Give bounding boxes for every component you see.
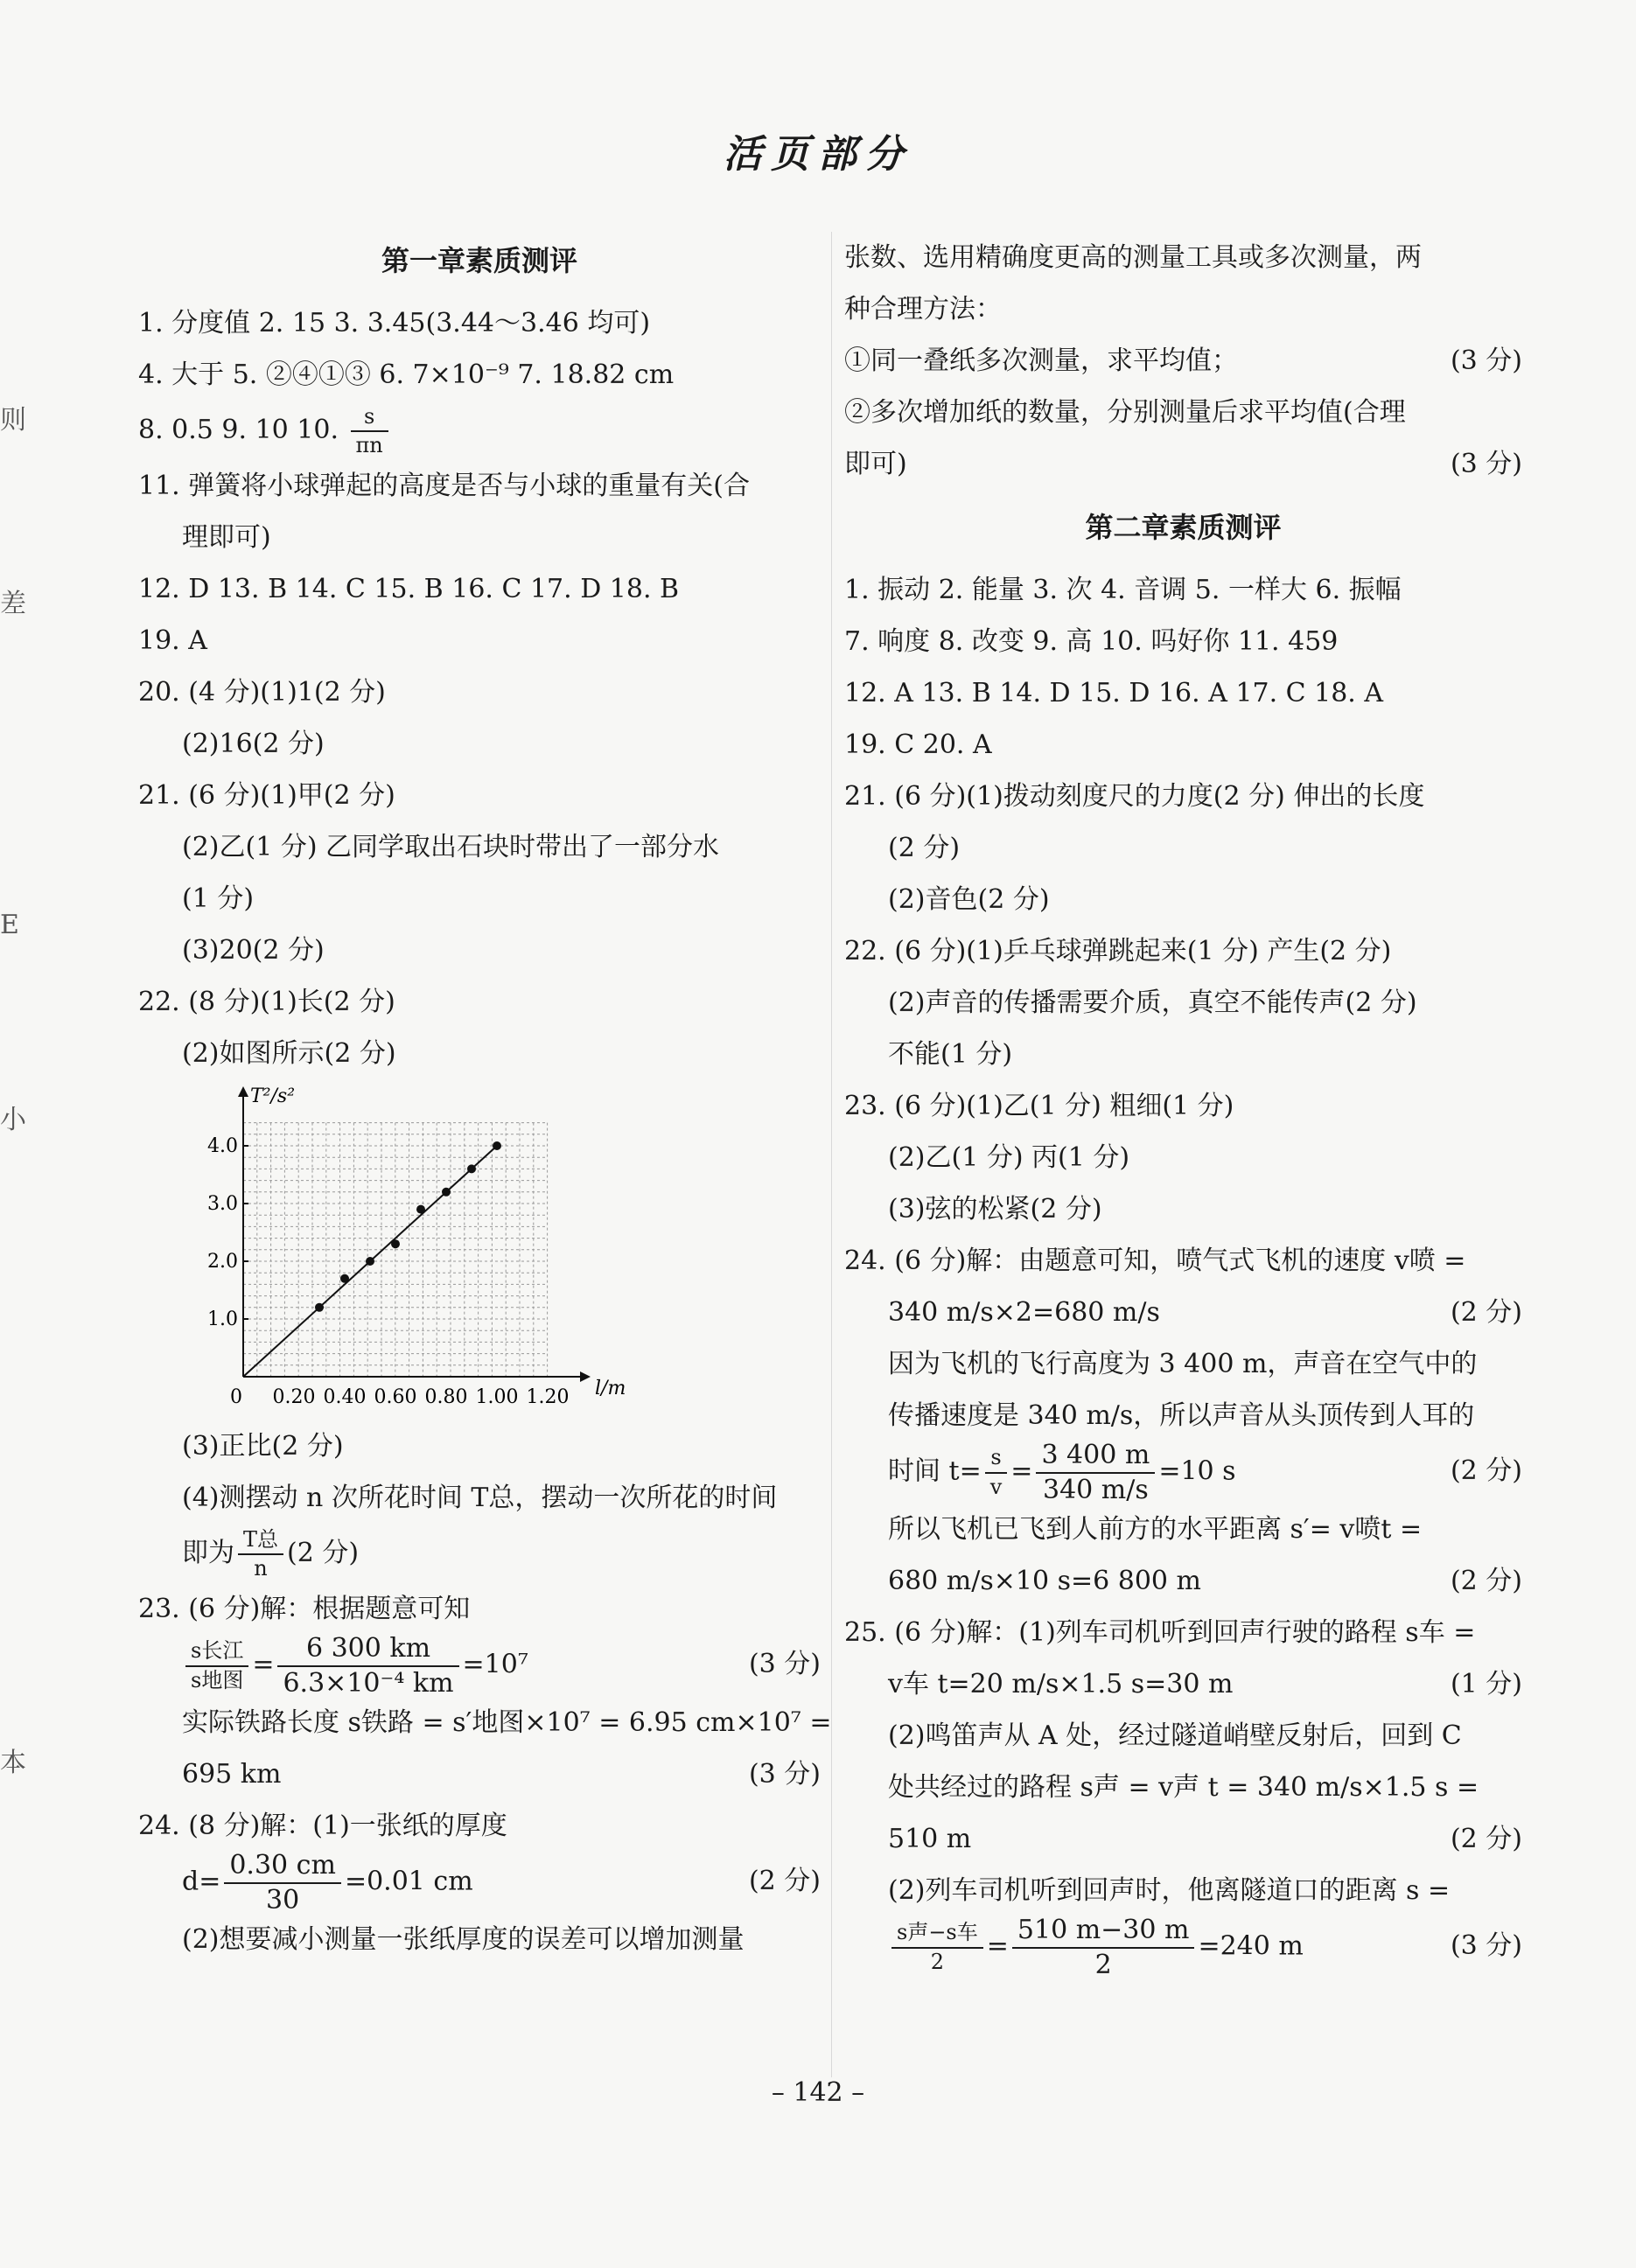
answer-text: =10⁷ [462, 1649, 528, 1680]
answer-line: 24. (6 分)解：由题意可知，喷气式飞机的速度 v喷 = [844, 1246, 1466, 1276]
answer-line: (2)乙(1 分) 乙同学取出石块时带出了一部分水 [182, 832, 720, 862]
answer-text: ①同一叠纸多次测量，求平均值； [844, 345, 1238, 376]
answer-line: (3)20(2 分) [182, 935, 325, 966]
numerator: s [985, 1447, 1008, 1473]
data-point [442, 1188, 451, 1197]
answer-line: (2)16(2 分) [182, 729, 325, 759]
data-point [467, 1164, 476, 1173]
answer-line [844, 1813, 1522, 1865]
data-point [416, 1205, 425, 1214]
x-tick-label: 1.00 [475, 1386, 519, 1408]
denominator: n [254, 1556, 268, 1581]
page-title: 活页部分 [724, 132, 912, 177]
x-tick-label: 0.20 [272, 1386, 316, 1408]
answer-line: 12. D 13. B 14. C 15. B 16. C 17. D 18. B [138, 574, 680, 604]
data-point [315, 1303, 324, 1312]
answer-line: 22. (6 分)(1)乒乓球弹跳起来(1 分) 产生(2 分) [844, 936, 1392, 967]
answer-line: (2)如图所示(2 分) [182, 1038, 396, 1069]
answer-line: 12. A 13. B 14. D 15. D 16. A 17. C 18. A [844, 678, 1384, 708]
answer-line: 19. C 20. A [844, 729, 992, 760]
answer-text: =10 s [1158, 1455, 1236, 1487]
denominator: 2 [930, 1949, 945, 1974]
answer-line: 23. (6 分)解：根据题意可知 [138, 1594, 471, 1624]
answer-line: 所以飞机已飞到人前方的水平距离 s′= v喷t = [888, 1514, 1423, 1545]
answer-line: 实际铁路长度 s铁路 = s′地图×10⁷ = 6.95 cm×10⁷ = [182, 1707, 832, 1738]
numerator: s [351, 406, 388, 432]
y-axis-label: T²/s² [250, 1085, 296, 1107]
margin-char: 小 [0, 1105, 26, 1135]
fraction [1036, 1441, 1155, 1504]
fraction [1012, 1916, 1195, 1978]
answer-line: 25. (6 分)解：(1)列车司机听到回声行驶的路程 s车 = [844, 1617, 1476, 1648]
answer-line [138, 1748, 821, 1800]
x-tick-label: 0.60 [374, 1386, 417, 1408]
answer-line: (2)鸣笛声从 A 处，经过隧道峭壁反射后，回到 C [888, 1720, 1462, 1751]
fraction [238, 1526, 283, 1581]
answer-line: (2)声音的传播需要介质，真空不能传声(2 分) [888, 987, 1417, 1018]
answer-text: =0.01 cm [344, 1866, 473, 1897]
x-tick-label: 0.80 [424, 1386, 468, 1408]
numerator: 6 300 km [277, 1635, 458, 1667]
answer-text: 680 m/s×10 s=6 800 m [888, 1566, 1201, 1596]
score: (2 分) [1450, 1297, 1522, 1328]
answer-line: 不能(1 分) [888, 1039, 1013, 1070]
answer-line: 24. (8 分)解：(1)一张纸的厚度 [138, 1811, 507, 1841]
answer-line: 理即可) [182, 522, 271, 553]
right-column [844, 232, 1522, 1978]
answer-line: 种合理方法： [844, 294, 1002, 324]
answer-line: (2)想要减小测量一张纸厚度的误差可以增加测量 [182, 1924, 745, 1955]
chapter2-title: 第二章素质测评 [1085, 511, 1282, 544]
graph-container [173, 1079, 821, 1420]
answer-text: 8. 0.5 9. 10 10. [138, 415, 339, 445]
answer-text: (2 分) [287, 1538, 360, 1568]
chapter1-title: 第一章素质测评 [381, 244, 577, 277]
numerator: 3 400 m [1036, 1441, 1155, 1474]
denominator: s地图 [191, 1667, 244, 1692]
x-tick-label: 0.40 [323, 1386, 367, 1408]
score: (3 分) [1450, 1930, 1522, 1961]
fraction [185, 1640, 248, 1691]
denominator: πn [355, 433, 383, 457]
x-tick-label: 1.20 [526, 1386, 570, 1408]
answer-line: 22. (8 分)(1)长(2 分) [138, 987, 395, 1017]
fraction [277, 1635, 458, 1697]
margin-char: 则 [0, 405, 26, 436]
answer-line: (4)测摆动 n 次所花时间 T总，摆动一次所花的时间 [182, 1483, 778, 1513]
answer-line: $\frac{\text{s声−s车}}{2}$ = $\frac{510 m-30 m}{2}$ =240 m (3 分) [844, 1916, 1522, 1978]
answer-line: 11. 弹簧将小球弹起的高度是否与小球的重量有关(合 [138, 471, 750, 501]
denominator: 2 [1094, 1949, 1112, 1980]
data-point [391, 1239, 400, 1248]
score: (3 分) [1450, 345, 1522, 376]
answer-line: (3)正比(2 分) [182, 1431, 344, 1462]
answer-line: 1. 分度值 2. 15 3. 3.45(3.44～3.46 均可) [138, 308, 651, 338]
score: (2 分) [1450, 1566, 1522, 1596]
answer-text: 695 km [182, 1759, 282, 1790]
score: (3 分) [1450, 449, 1522, 479]
answer-line: (1 分) [182, 883, 255, 914]
answer-line: 21. (6 分)(1)拨动刻度尺的力度(2 分) 伸出的长度 [844, 781, 1425, 812]
answer-line [844, 1658, 1522, 1710]
answer-line [138, 401, 821, 460]
answer-line: 张数、选用精确度更高的测量工具或多次测量，两 [844, 242, 1422, 273]
answer-text: 即可) [844, 449, 907, 479]
margin-char: 差 [0, 589, 26, 619]
x-axis-arrow [580, 1371, 591, 1382]
answer-line: 21. (6 分)(1)甲(2 分) [138, 780, 395, 811]
answer-line: 20. (4 分)(1)1(2 分) [138, 677, 386, 708]
answer-line [844, 438, 1522, 490]
fraction [351, 403, 388, 457]
answer-line: 传播速度是 340 m/s，所以声音从头顶传到人耳的 [888, 1400, 1475, 1431]
answer-text: 340 m/s×2=680 m/s [888, 1297, 1160, 1328]
y-tick-label: 4.0 [207, 1135, 238, 1157]
denominator: 340 m/s [1043, 1474, 1149, 1505]
fraction [985, 1447, 1008, 1497]
answer-line: (2)乙(1 分) 丙(1 分) [888, 1142, 1130, 1173]
answer-line [844, 335, 1522, 387]
answer-line [844, 1555, 1522, 1607]
answer-line: 因为飞机的飞行高度为 3 400 m，声音在空气中的 [888, 1349, 1478, 1379]
answer-text: =240 m [1198, 1930, 1304, 1962]
score: (3 分) [748, 1649, 821, 1679]
answer-line: (3)弦的松紧(2 分) [888, 1194, 1102, 1225]
answer-line: 1. 振动 2. 能量 3. 次 4. 音调 5. 一样大 6. 振幅 [844, 575, 1402, 605]
answer-line: 4. 大于 5. ②④①③ 6. 7×10⁻⁹ 7. 18.82 cm [138, 359, 675, 390]
y-axis-arrow [238, 1086, 248, 1097]
denominator: 30 [266, 1884, 300, 1916]
answer-text: 即为 [182, 1538, 234, 1568]
numerator: 0.30 cm [224, 1852, 341, 1884]
answer-line: 7. 响度 8. 改变 9. 高 10. 吗好你 11. 459 [844, 626, 1339, 657]
data-point [340, 1274, 349, 1283]
numerator: s长江 [185, 1640, 248, 1666]
page-number: – 142 – [771, 2077, 865, 2108]
numerator: 510 m−30 m [1012, 1916, 1195, 1949]
score: (3 分) [748, 1759, 821, 1790]
pendulum-graph [173, 1079, 626, 1420]
data-point [493, 1141, 501, 1150]
answer-text: v车 t=20 m/s×1.5 s=30 m [888, 1669, 1234, 1699]
y-tick-label: 3.0 [207, 1193, 238, 1215]
column-divider [831, 232, 832, 2077]
numerator: s声−s车 [891, 1922, 983, 1948]
margin-char: E [0, 910, 19, 940]
y-tick-label: 1.0 [207, 1308, 238, 1330]
left-column [138, 232, 832, 1965]
answer-text: d= [182, 1866, 221, 1897]
answer-text: 510 m [888, 1824, 972, 1854]
answer-line: (2)音色(2 分) [888, 884, 1050, 915]
denominator: v [989, 1474, 1003, 1499]
fraction [224, 1852, 341, 1914]
x-tick-label: 0 [230, 1386, 242, 1408]
numerator: T总 [238, 1529, 283, 1555]
y-tick-label: 2.0 [207, 1251, 238, 1273]
answer-line: 处共经过的路程 s声 = v声 t = 340 m/s×1.5 s = [888, 1772, 1479, 1803]
denominator: 6.3×10⁻⁴ km [283, 1667, 454, 1699]
score: (2 分) [1450, 1455, 1522, 1486]
data-point [366, 1257, 374, 1266]
answer-text: 时间 t= [888, 1455, 982, 1487]
fraction [891, 1922, 983, 1972]
answer-line: $\frac{\text{s长江}}{\text{s地图}}$ = $\frac{6 300 km}{\text{6.3×10⁻⁴ km}}$ =10⁷ (3 分) [138, 1635, 821, 1697]
score: (1 分) [1450, 1669, 1522, 1699]
answer-line [844, 1287, 1522, 1338]
answer-line: 时间 t= $\frac{s}{v}$ = $\frac{3 400 m}{340 m/s}$ =10 s (2 分) [888, 1440, 1522, 1505]
answer-line: (2)列车司机听到回声时，他离隧道口的距离 s = [888, 1875, 1451, 1906]
answer-line: (2 分) [888, 833, 961, 863]
answer-line: 19. A [138, 625, 207, 656]
answer-line: ②多次增加纸的数量，分别测量后求平均值(合理 [844, 397, 1406, 428]
answer-line [138, 1852, 821, 1914]
score: (2 分) [1450, 1824, 1522, 1854]
answer-line [138, 1524, 821, 1583]
answer-line: 23. (6 分)(1)乙(1 分) 粗细(1 分) [844, 1091, 1234, 1121]
x-axis-label: l/m [595, 1378, 626, 1399]
score: (2 分) [748, 1866, 821, 1896]
margin-char: 本 [0, 1748, 26, 1778]
